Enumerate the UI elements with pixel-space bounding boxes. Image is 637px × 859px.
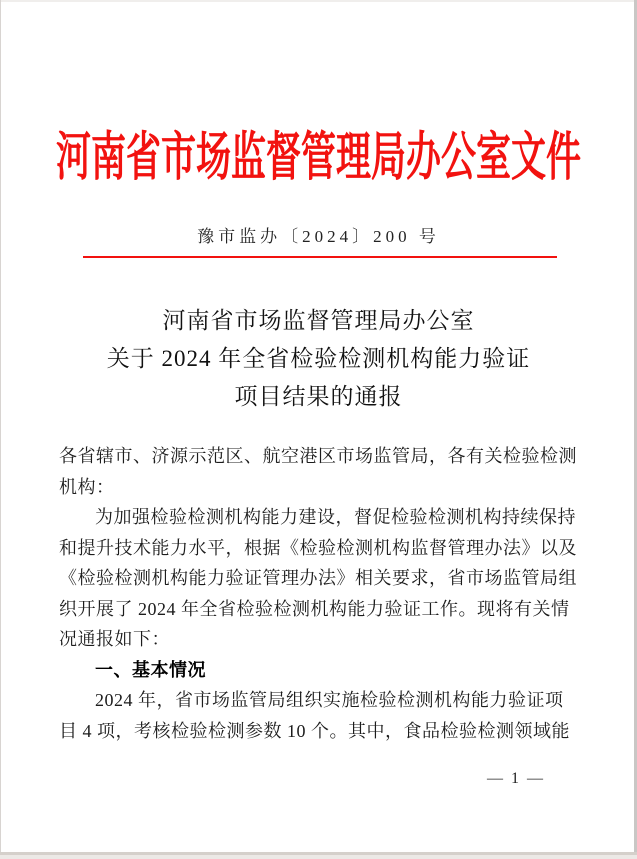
document-title	[0, 302, 637, 416]
page-edge-bottom	[0, 852, 637, 859]
body-line: 织开展了 2024 年全省检验检测机构能力验证工作。现将有关情	[59, 598, 570, 619]
salutation-line: 各省辖市、济源示范区、航空港区市场监管局，各有关检验检测	[59, 446, 577, 466]
document-body	[59, 441, 578, 746]
page-edge-top	[0, 0, 637, 2]
body-line: 况通报如下：	[59, 629, 170, 649]
document-title-line: 关于 2024 年全省检验检测机构能力验证	[106, 346, 531, 371]
page-number: — 1 —	[487, 770, 545, 787]
body-line: 和提升技术能力水平，根据《检验检测机构监督管理办法》以及	[59, 537, 577, 558]
document-title-line: 项目结果的通报	[234, 384, 403, 409]
salutation-line: 机构：	[59, 476, 115, 497]
section-heading: 一、基本情况	[95, 659, 206, 680]
red-divider-rule	[83, 256, 557, 258]
agency-banner-title: 河南省市场监督管理局办公室文件	[55, 128, 581, 187]
body-line: 2024 年，省市场监管局组织实施检验检测机构能力验证项	[95, 690, 564, 710]
body-line: 目 4 项，考核检验检测参数 10 个。其中，食品检验检测领域能	[59, 720, 570, 741]
body-line: 为加强检验检测机构能力建设，督促检验检测机构持续保持	[95, 507, 576, 527]
body-line: 《检验检测机构能力验证管理办法》相关要求，省市场监管局组	[59, 568, 577, 588]
document-title-line: 河南省市场监督管理局办公室	[162, 308, 475, 333]
document-number: 豫市监办〔2024〕200 号	[197, 227, 440, 246]
